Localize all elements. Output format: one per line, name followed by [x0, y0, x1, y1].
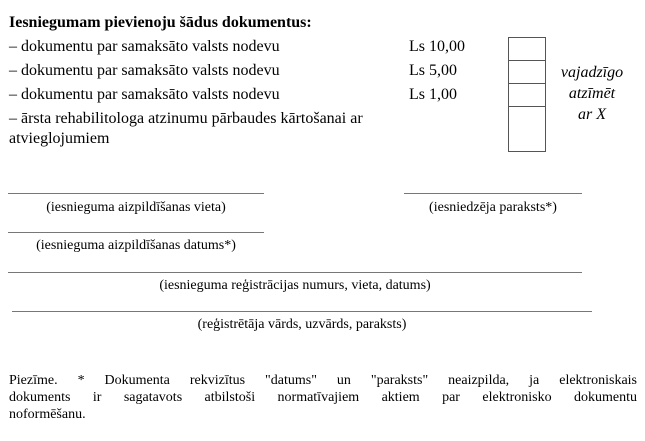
checkbox-hint [552, 62, 632, 125]
registration-line[interactable] [8, 272, 582, 273]
registrar-caption: (reģistrētāja vārds, uzvārds, paraksts) [197, 317, 407, 332]
document-item-label: – dokumentu par samaksāto valsts nodevu [9, 86, 280, 103]
checkbox-fee-5[interactable] [508, 60, 546, 84]
document-item-amount: Ls 10,00 [409, 38, 465, 55]
place-caption: (iesnieguma aizpildīšanas vieta) [46, 200, 226, 215]
checkbox-hint-line: atzīmēt [568, 85, 616, 102]
document-item-label-continued: atvieglojumiem [9, 130, 110, 147]
applicant-signature-line[interactable] [404, 193, 582, 194]
document-item-label: – ārsta rehabilitologa atzinumu pārbaudes kārtošanai ar [9, 110, 363, 127]
checkbox-rehabilitologist[interactable] [508, 106, 546, 152]
document-item-amount: Ls 1,00 [409, 86, 457, 103]
document-item-amount: Ls 5,00 [409, 62, 457, 79]
registrar-line[interactable] [12, 311, 592, 312]
document-item-label: – dokumentu par samaksāto valsts nodevu [9, 62, 280, 79]
footnote-line: Piezīme. * Dokumenta rekvizītus "datums" un "paraksts" neaizpilda, ja elektroniskais [9, 373, 637, 388]
checkbox-hint-line: ar X [578, 106, 606, 123]
document-item-label: – dokumentu par samaksāto valsts nodevu [9, 38, 280, 55]
checkbox-fee-10[interactable] [508, 37, 546, 61]
footnote-line: noformēšanu. [9, 407, 86, 422]
checkbox-hint-line: vajadzīgo [560, 64, 624, 81]
date-caption: (iesnieguma aizpildīšanas datums*) [36, 238, 236, 253]
date-line[interactable] [8, 232, 264, 233]
checkbox-fee-1[interactable] [508, 83, 546, 107]
applicant-signature-caption: (iesniedzēja paraksts*) [429, 200, 557, 215]
section-heading: Iesniegumam pievienoju šādus dokumentus: [9, 14, 312, 31]
place-line[interactable] [8, 193, 264, 194]
footnote [9, 372, 637, 423]
footnote-line: dokuments ir sagatavots atbilstoši normatīvajiem aktiem par elektronisko dokumentu [9, 390, 637, 405]
registration-caption: (iesnieguma reģistrācijas numurs, vieta, datums) [159, 278, 431, 293]
